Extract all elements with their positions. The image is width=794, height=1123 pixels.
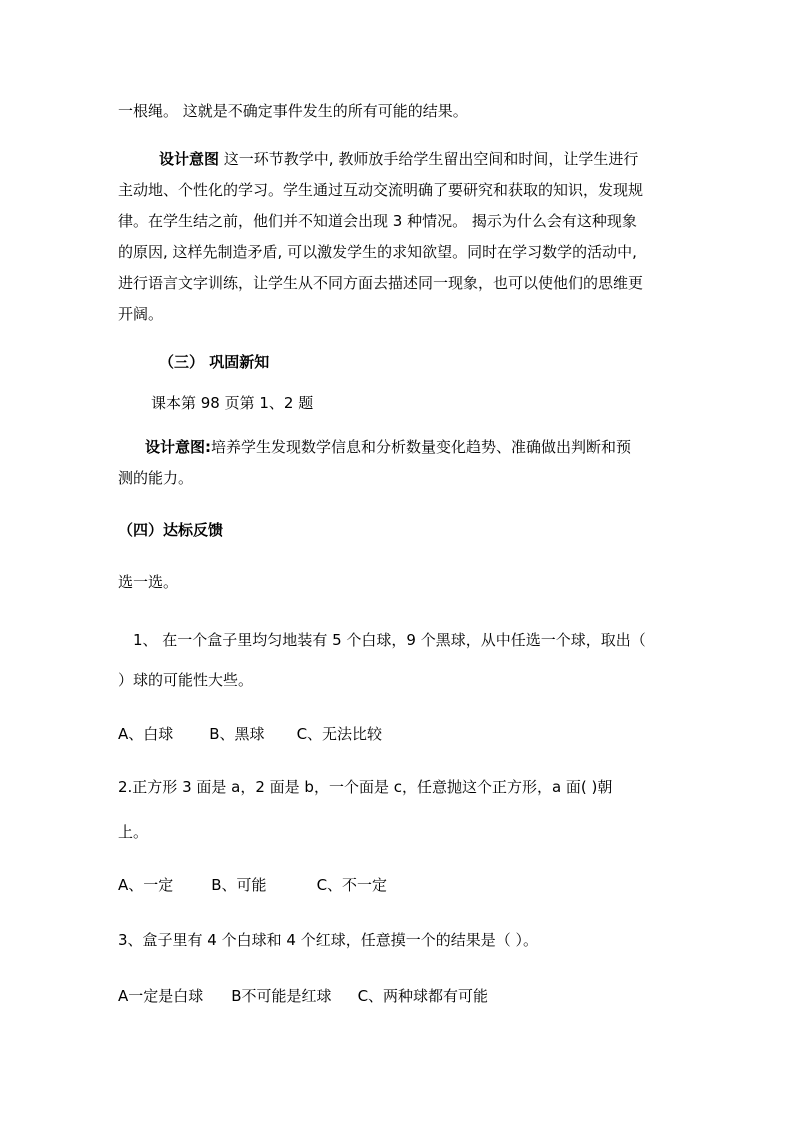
exercise-prompt: 选一选。 — [118, 573, 179, 591]
question-line: 3、盒子里有 4 个白球和 4 个红球，任意摸一个的结果是（ ）。 — [118, 931, 538, 949]
option-line — [118, 724, 382, 744]
option-a: A、白球 — [118, 725, 174, 743]
paragraph-line: 这一环节教学中, 教师放手给学生留出空间和时间，让学生进行 — [219, 150, 639, 168]
section-heading: （四）达标反馈 — [118, 521, 224, 539]
paragraph-line: 开阔。 — [118, 305, 164, 323]
question-line: 2.正方形 3 面是 a，2 面是 b，一个面是 c，任意抛这个正方形，a 面( )朝 — [118, 778, 613, 796]
option-c: C、不一定 — [316, 876, 388, 894]
paragraph-line: 主动地、个性化的学习。学生通过互动交流明确了要研究和获取的知识，发现规 — [118, 181, 644, 199]
paragraph-line: 进行语言文字训练，让学生从不同方面去描述同一现象，也可以使他们的思维更 — [118, 274, 644, 292]
intro-line: 一根绳。 这就是不确定事件发生的所有可能的结果。 — [118, 102, 468, 120]
option-b: B不可能是红球 — [231, 987, 332, 1005]
design-intent-label: 设计意图 — [159, 150, 220, 168]
paragraph-line: 律。在学生结之前，他们并不知道会出现 3 种情况。 揭示为什么会有这种现象 — [118, 212, 637, 230]
option-line — [118, 875, 387, 895]
design-intent-label: 设计意图: — [145, 438, 211, 456]
option-a: A、一定 — [118, 876, 174, 894]
option-b: B、黑球 — [209, 725, 265, 743]
option-a: A一定是白球 — [118, 987, 204, 1005]
option-line — [118, 986, 488, 1006]
option-b: B、可能 — [211, 876, 267, 894]
question-line: ）球的可能性大些。 — [118, 671, 254, 689]
section-heading: （三） 巩固新知 — [159, 353, 270, 371]
question-line: 上。 — [118, 823, 149, 841]
paragraph-line: 培养学生发现数学信息和分析数量变化趋势、准确做出判断和预 — [211, 438, 632, 456]
design-intent-paragraph-1 — [159, 149, 638, 169]
design-intent-paragraph-2 — [145, 437, 631, 457]
question-line: 1、 在一个盒子里均匀地装有 5 个白球，9 个黑球，从中任选一个球，取出（ — [133, 631, 646, 649]
textbook-reference: 课本第 98 页第 1、2 题 — [151, 394, 314, 412]
paragraph-line: 测的能力。 — [118, 469, 194, 487]
paragraph-line: 的原因, 这样先制造矛盾, 可以激发学生的求知欲望。同时在学习数学的活动中, — [118, 243, 637, 261]
option-c: C、两种球都有可能 — [357, 987, 489, 1005]
option-c: C、无法比较 — [296, 725, 383, 743]
